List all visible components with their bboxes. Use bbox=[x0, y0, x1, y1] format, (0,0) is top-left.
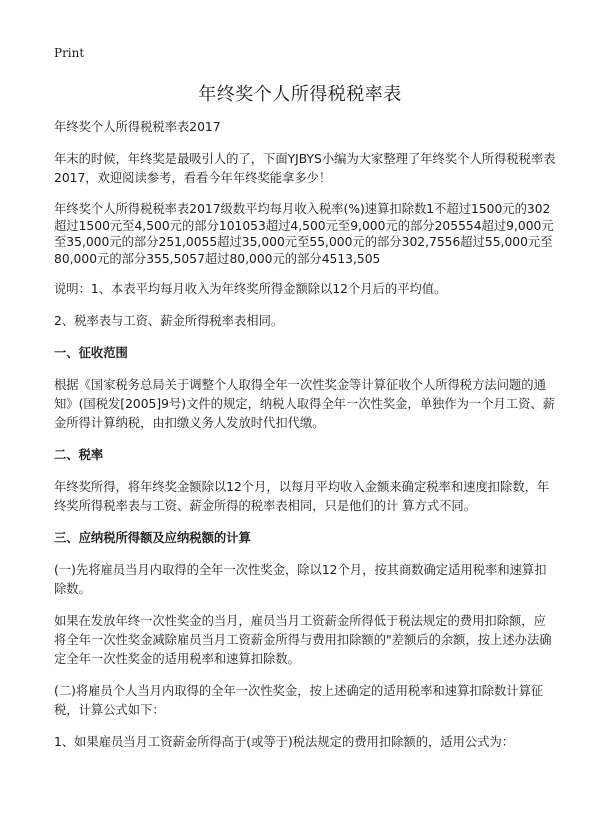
intro-paragraph: 年末的时候，年终奖是最吸引人的了，下面YJBYS小编为大家整理了年终奖个人所得税税率表2017，欢迎阅读参考，看看今年年终奖能拿多少！ bbox=[54, 152, 556, 185]
section-heading-calculation: 三、应纳税所得额及应纳税额的计算 bbox=[54, 531, 251, 546]
section-heading-scope: 一、征收范围 bbox=[54, 346, 128, 361]
rate-paragraph: 年终奖所得，将年终奖金额除以12个月，以每月平均收入金额来确定税率和速度扣除数，年终奖所得税率表与工资、薪金所得的税率表相同，只是他们的计 算方式不同。 bbox=[54, 480, 550, 514]
tax-table-paragraph: 年终奖个人所得税税率表2017级数平均每月收入税率(%)速算扣除数1不超过1500元的302超过1500元至4,500元的部分101053超过4,500元至9,000元的部分205554超过9,000元至35,000元的部分251,0055超过35,000元至55,000元的部分302,7556超过55,000元至80,000元的部分355,5057超过80,000元的部分4513,505 bbox=[54, 202, 554, 266]
print-label: Print bbox=[54, 46, 85, 60]
scope-paragraph: 根据《国家税务总局关于调整个人取得全年一次性奖金等计算征收个人所得税方法问题的通知》(国税发[2005]9号)文件的规定，纳税人取得全年一次性奖金，单独作为一个月工资、薪金所得计算纳税，由扣缴义务人发放时代扣代缴。 bbox=[54, 378, 555, 431]
page-title: 年终奖个人所得税税率表 bbox=[198, 84, 402, 105]
subtitle-paragraph: 年终奖个人所得税税率表2017 bbox=[54, 120, 221, 134]
article-body bbox=[54, 118, 556, 765]
calculation-paragraph-2: 如果在发放年终一次性奖金的当月，雇员当月工资薪金所得低于税法规定的费用扣除额，应将全年一次性奖金减除雇员当月工资薪金所得与费用扣除额的"差额后的余额，按上述办法确定全年一次性奖金的适用税率和速算扣除数。 bbox=[54, 614, 552, 667]
calculation-paragraph-1: (一)先将雇员当月内取得的全年一次性奖金，除以12个月，按其商数确定适用税率和速算扣除数。 bbox=[54, 563, 547, 597]
calculation-paragraph-4: 1、如果雇员当月工资薪金所得高于(或等于)税法规定的费用扣除额的，适用公式为： bbox=[54, 735, 515, 750]
section-heading-rate: 二、税率 bbox=[54, 448, 104, 463]
note-paragraph-2: 2、税率表与工资、薪金所得税率表相同。 bbox=[54, 314, 284, 329]
note-paragraph-1: 说明：1、本表平均每月收入为年终奖所得金额除以12个月后的平均值。 bbox=[54, 282, 447, 297]
calculation-paragraph-3: (二)将雇员个人当月内取得的全年一次性奖金，按上述确定的适用税率和速算扣除数计算征税，计算公式如下： bbox=[54, 684, 544, 718]
